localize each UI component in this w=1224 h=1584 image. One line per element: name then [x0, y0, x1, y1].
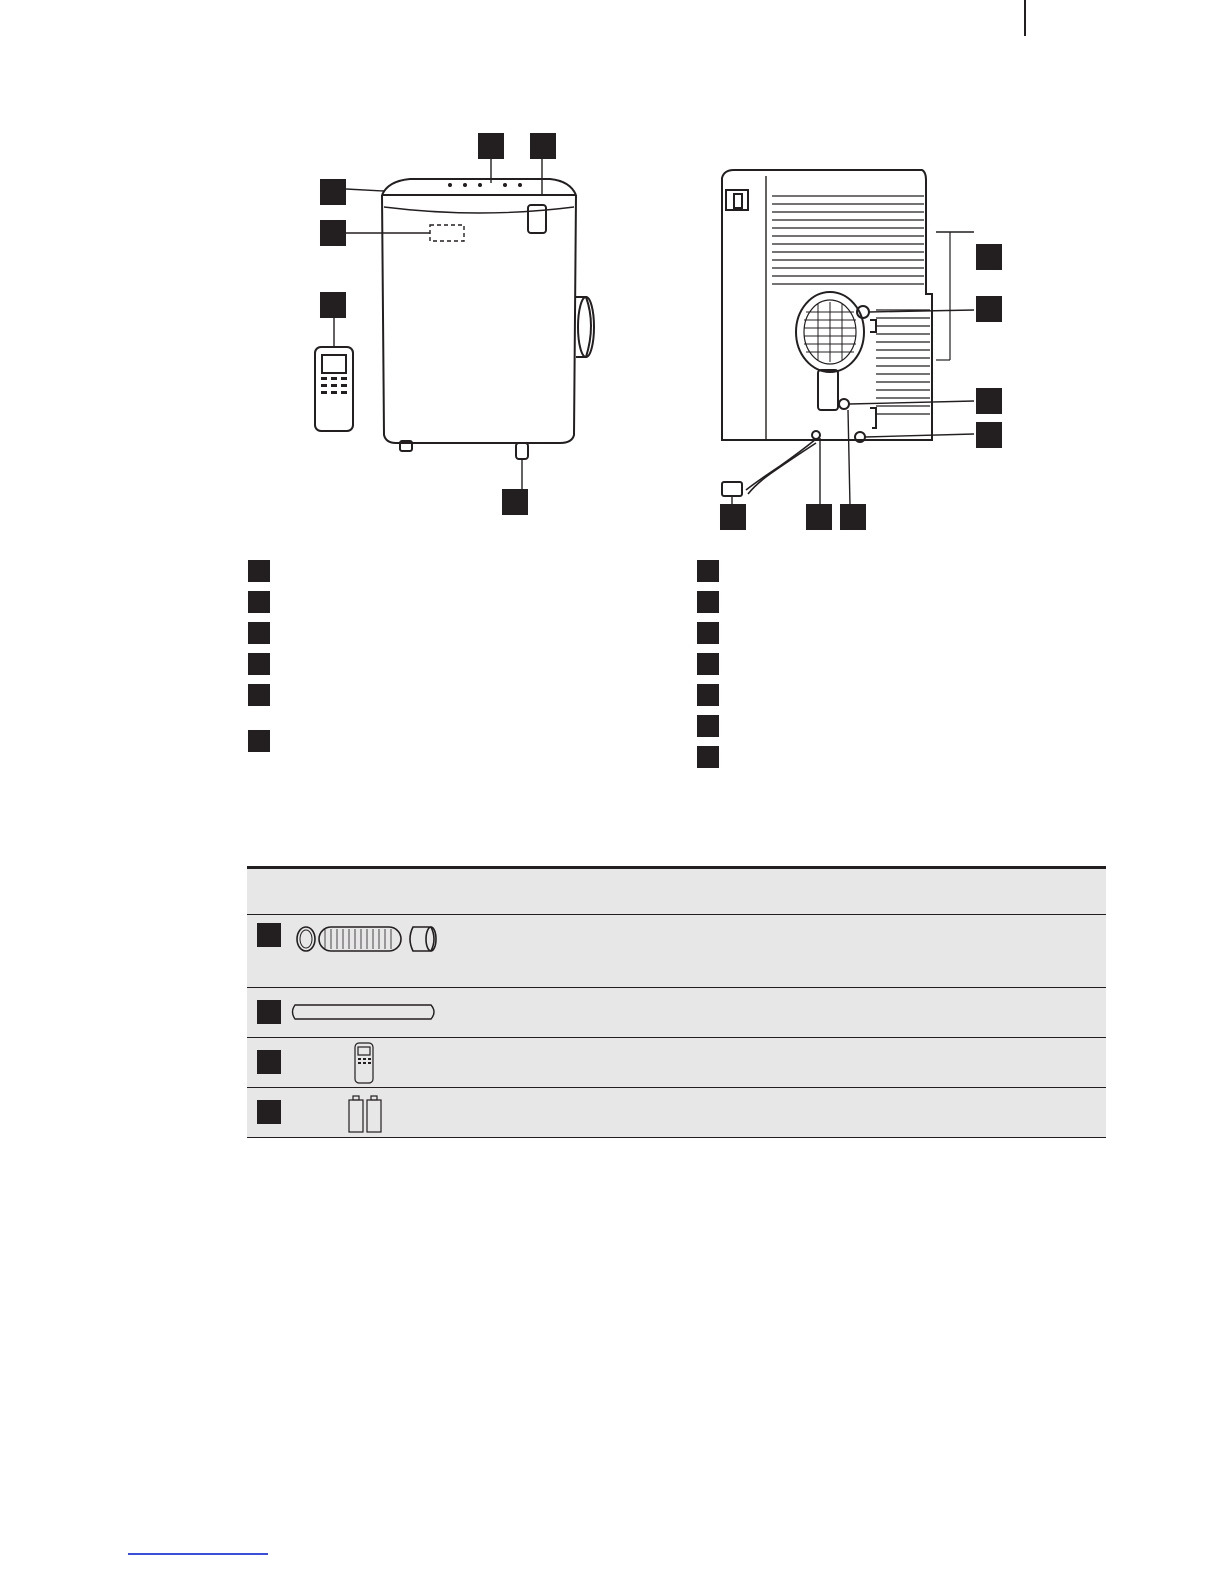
callout-top-outlet	[320, 179, 346, 205]
legend-marker	[248, 653, 270, 675]
callout-power-cord	[806, 504, 832, 530]
accessories-table	[247, 866, 1106, 1138]
footer-rule	[128, 1553, 268, 1555]
table-row	[247, 1088, 1106, 1138]
legend-marker	[697, 622, 719, 644]
legend-marker	[697, 591, 719, 613]
legend-marker	[697, 746, 719, 768]
callout-caster	[502, 489, 528, 515]
legend-marker	[697, 560, 719, 582]
accessories-table-header	[247, 869, 1106, 915]
row-marker	[257, 923, 281, 947]
drain-tube-icon	[289, 1002, 439, 1022]
batteries-icon	[347, 1094, 387, 1134]
legend-marker	[248, 591, 270, 613]
legend-marker	[248, 560, 270, 582]
callout-exhaust-outlet	[840, 504, 866, 530]
table-row	[247, 915, 1106, 988]
back-view-drawing	[700, 160, 1030, 530]
callout-power-plug	[720, 504, 746, 530]
row-marker	[257, 1000, 281, 1024]
callout-handle	[530, 133, 556, 159]
table-row	[247, 988, 1106, 1038]
table-row	[247, 1038, 1106, 1088]
callout-upper-drain	[976, 296, 1002, 322]
callout-display	[320, 220, 346, 246]
legend-marker	[697, 684, 719, 706]
callout-bottom-drain	[976, 422, 1002, 448]
exhaust-hose-icon	[291, 919, 451, 959]
row-marker	[257, 1050, 281, 1074]
row-marker	[257, 1100, 281, 1124]
legend-marker	[697, 715, 719, 737]
callout-remote	[320, 292, 346, 318]
front-view-drawing	[280, 125, 640, 525]
remote-control-icon	[353, 1041, 375, 1085]
back-view-illustration	[700, 160, 1030, 530]
legend-marker	[248, 622, 270, 644]
top-rule	[1024, 0, 1026, 36]
legend-marker	[697, 653, 719, 675]
callout-top-panel	[478, 133, 504, 159]
callout-air-inlets	[976, 244, 1002, 270]
legend-marker	[248, 730, 270, 752]
callout-middle-drain	[976, 388, 1002, 414]
legend-marker	[248, 684, 270, 706]
